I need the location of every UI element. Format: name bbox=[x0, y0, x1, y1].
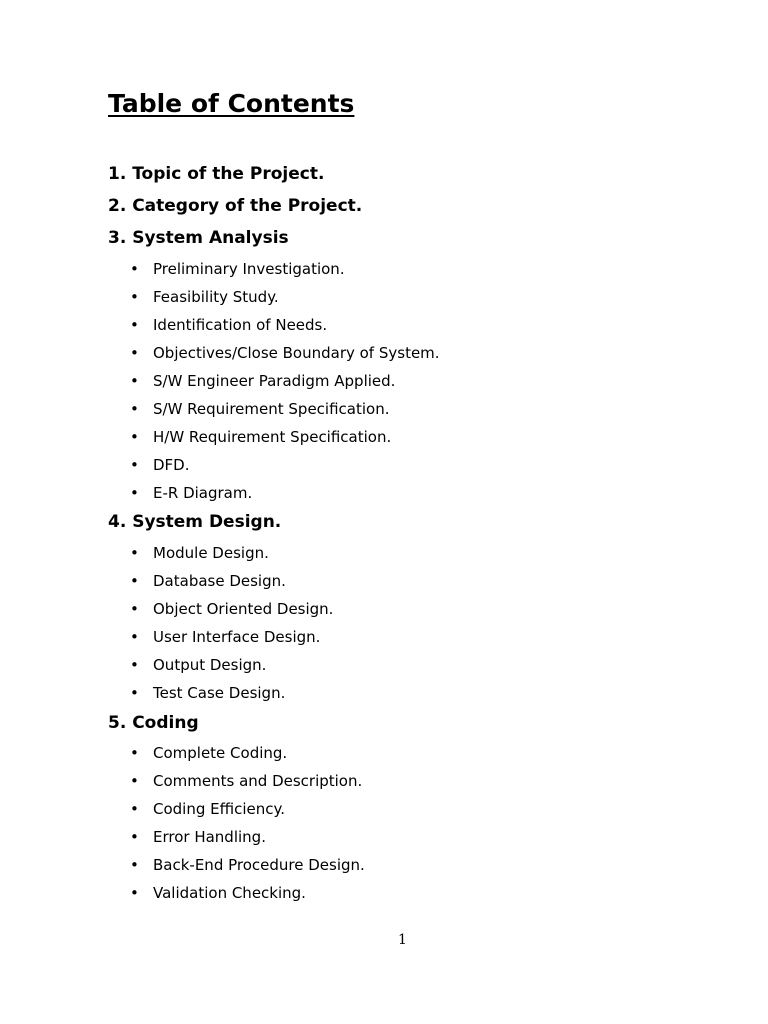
list-item bbox=[130, 400, 389, 418]
list-item-text: Back-End Procedure Design. bbox=[153, 856, 365, 874]
list-item-text: User Interface Design. bbox=[153, 628, 321, 646]
list-item-text: Objectives/Close Boundary of System. bbox=[153, 344, 440, 362]
bullet-icon: • bbox=[130, 656, 139, 674]
bullet-icon: • bbox=[130, 772, 139, 790]
list-item bbox=[130, 656, 266, 674]
list-item-text: Error Handling. bbox=[153, 828, 266, 846]
bullet-icon: • bbox=[130, 856, 139, 874]
section-heading: 1. Topic of the Project. bbox=[108, 164, 325, 184]
list-item-text: Output Design. bbox=[153, 656, 267, 674]
list-item bbox=[130, 288, 279, 306]
list-item bbox=[130, 884, 306, 902]
list-item bbox=[130, 544, 269, 562]
list-item-text: Object Oriented Design. bbox=[153, 600, 334, 618]
section-heading: 4. System Design. bbox=[108, 512, 282, 532]
list-item-text: Test Case Design. bbox=[153, 684, 286, 702]
bullet-icon: • bbox=[130, 260, 139, 278]
list-item bbox=[130, 316, 327, 334]
list-item bbox=[130, 260, 345, 278]
list-item-text: Database Design. bbox=[153, 572, 286, 590]
list-item-text: DFD. bbox=[153, 456, 190, 474]
bullet-icon: • bbox=[130, 484, 139, 502]
bullet-icon: • bbox=[130, 600, 139, 618]
bullet-icon: • bbox=[130, 800, 139, 818]
bullet-icon: • bbox=[130, 684, 139, 702]
list-item-text: Complete Coding. bbox=[153, 744, 288, 762]
list-item-text: E-R Diagram. bbox=[153, 484, 253, 502]
list-item bbox=[130, 456, 190, 474]
list-item bbox=[130, 800, 285, 818]
list-item bbox=[130, 772, 362, 790]
list-item-text: Coding Efficiency. bbox=[153, 800, 286, 818]
page-number: 1 bbox=[398, 932, 407, 948]
list-item-text: Feasibility Study. bbox=[153, 288, 279, 306]
bullet-icon: • bbox=[130, 572, 139, 590]
bullet-icon: • bbox=[130, 828, 139, 846]
bullet-icon: • bbox=[130, 628, 139, 646]
list-item bbox=[130, 600, 333, 618]
list-item-text: Preliminary Investigation. bbox=[153, 260, 345, 278]
bullet-icon: • bbox=[130, 428, 139, 446]
bullet-icon: • bbox=[130, 400, 139, 418]
list-item-text: Validation Checking. bbox=[153, 884, 306, 902]
list-item bbox=[130, 344, 440, 362]
list-item bbox=[130, 828, 266, 846]
bullet-icon: • bbox=[130, 372, 139, 390]
list-item bbox=[130, 428, 391, 446]
list-item bbox=[130, 684, 285, 702]
page-title: Table of Contents bbox=[108, 89, 355, 118]
bullet-icon: • bbox=[130, 344, 139, 362]
list-item-text: Identification of Needs. bbox=[153, 316, 328, 334]
list-item-text: Comments and Description. bbox=[153, 772, 363, 790]
bullet-icon: • bbox=[130, 884, 139, 902]
bullet-icon: • bbox=[130, 316, 139, 334]
bullet-icon: • bbox=[130, 744, 139, 762]
list-item bbox=[130, 744, 287, 762]
list-item bbox=[130, 484, 252, 502]
bullet-icon: • bbox=[130, 544, 139, 562]
list-item-text: S/W Engineer Paradigm Applied. bbox=[153, 372, 396, 390]
list-item bbox=[130, 372, 395, 390]
bullet-icon: • bbox=[130, 456, 139, 474]
list-item-text: S/W Requirement Specification. bbox=[153, 400, 390, 418]
section-heading: 3. System Analysis bbox=[108, 228, 289, 248]
list-item bbox=[130, 572, 286, 590]
section-heading: 5. Coding bbox=[108, 713, 199, 733]
bullet-icon: • bbox=[130, 288, 139, 306]
list-item bbox=[130, 856, 365, 874]
list-item-text: Module Design. bbox=[153, 544, 269, 562]
section-heading: 2. Category of the Project. bbox=[108, 196, 363, 216]
list-item-text: H/W Requirement Specification. bbox=[153, 428, 392, 446]
list-item bbox=[130, 628, 320, 646]
